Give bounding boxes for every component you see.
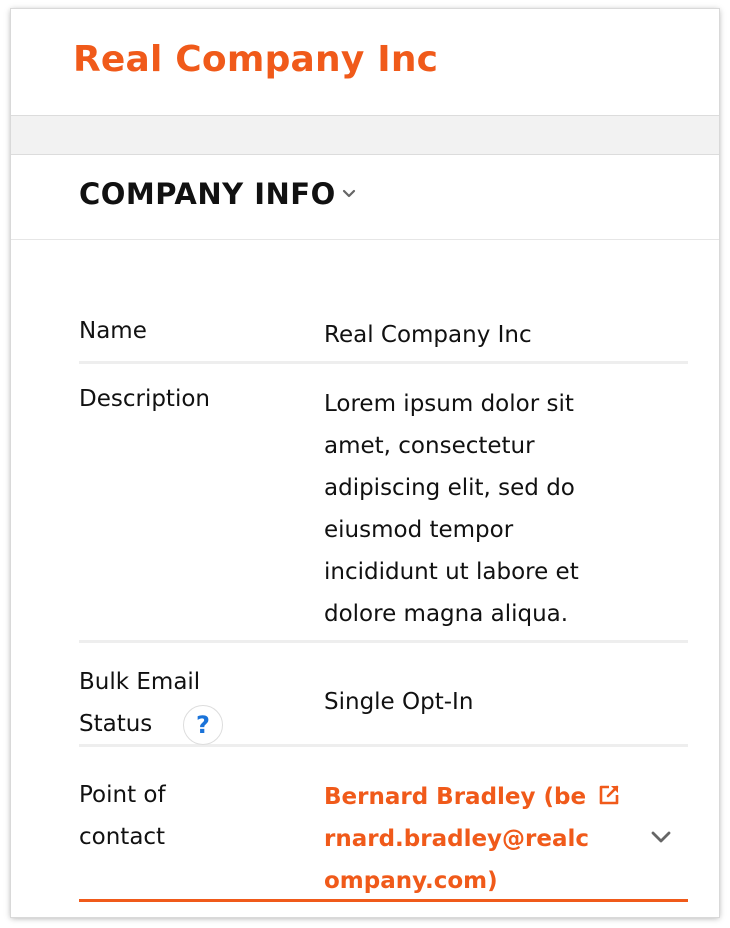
point-of-contact-link[interactable]: Bernard Bradley (bernard.bradley@realcompany.com) xyxy=(324,784,590,894)
company-info-section-toggle[interactable] xyxy=(11,155,719,240)
header-divider-band xyxy=(11,116,719,155)
field-label-bulk-email-status: Bulk Email Status xyxy=(79,669,201,737)
chevron-down-icon[interactable] xyxy=(649,829,673,845)
field-label-name: Name xyxy=(79,318,147,344)
field-label-point-of-contact: Point of contact xyxy=(79,782,166,850)
company-card xyxy=(11,9,719,917)
field-label-description: Description xyxy=(79,386,210,412)
chevron-down-icon[interactable] xyxy=(341,187,357,201)
field-row-point-of-contact xyxy=(79,747,688,902)
external-link-icon[interactable] xyxy=(597,783,621,807)
field-row-name xyxy=(79,311,688,364)
field-value-name: Real Company Inc xyxy=(324,322,532,348)
page-title: Real Company Inc xyxy=(73,39,439,80)
page-header xyxy=(11,9,719,116)
field-value-bulk-email-status: Single Opt-In xyxy=(324,689,474,715)
field-value-description: Lorem ipsum dolor sit amet, consectetur adipiscing elit, sed do eiusmod tempor incididunt ut labore et dolore magna aliqua. xyxy=(324,391,579,627)
help-icon[interactable]: ? xyxy=(183,705,223,745)
field-row-description xyxy=(79,364,688,643)
field-row-bulk-email-status xyxy=(79,643,688,747)
section-title: COMPANY INFO xyxy=(79,177,336,211)
